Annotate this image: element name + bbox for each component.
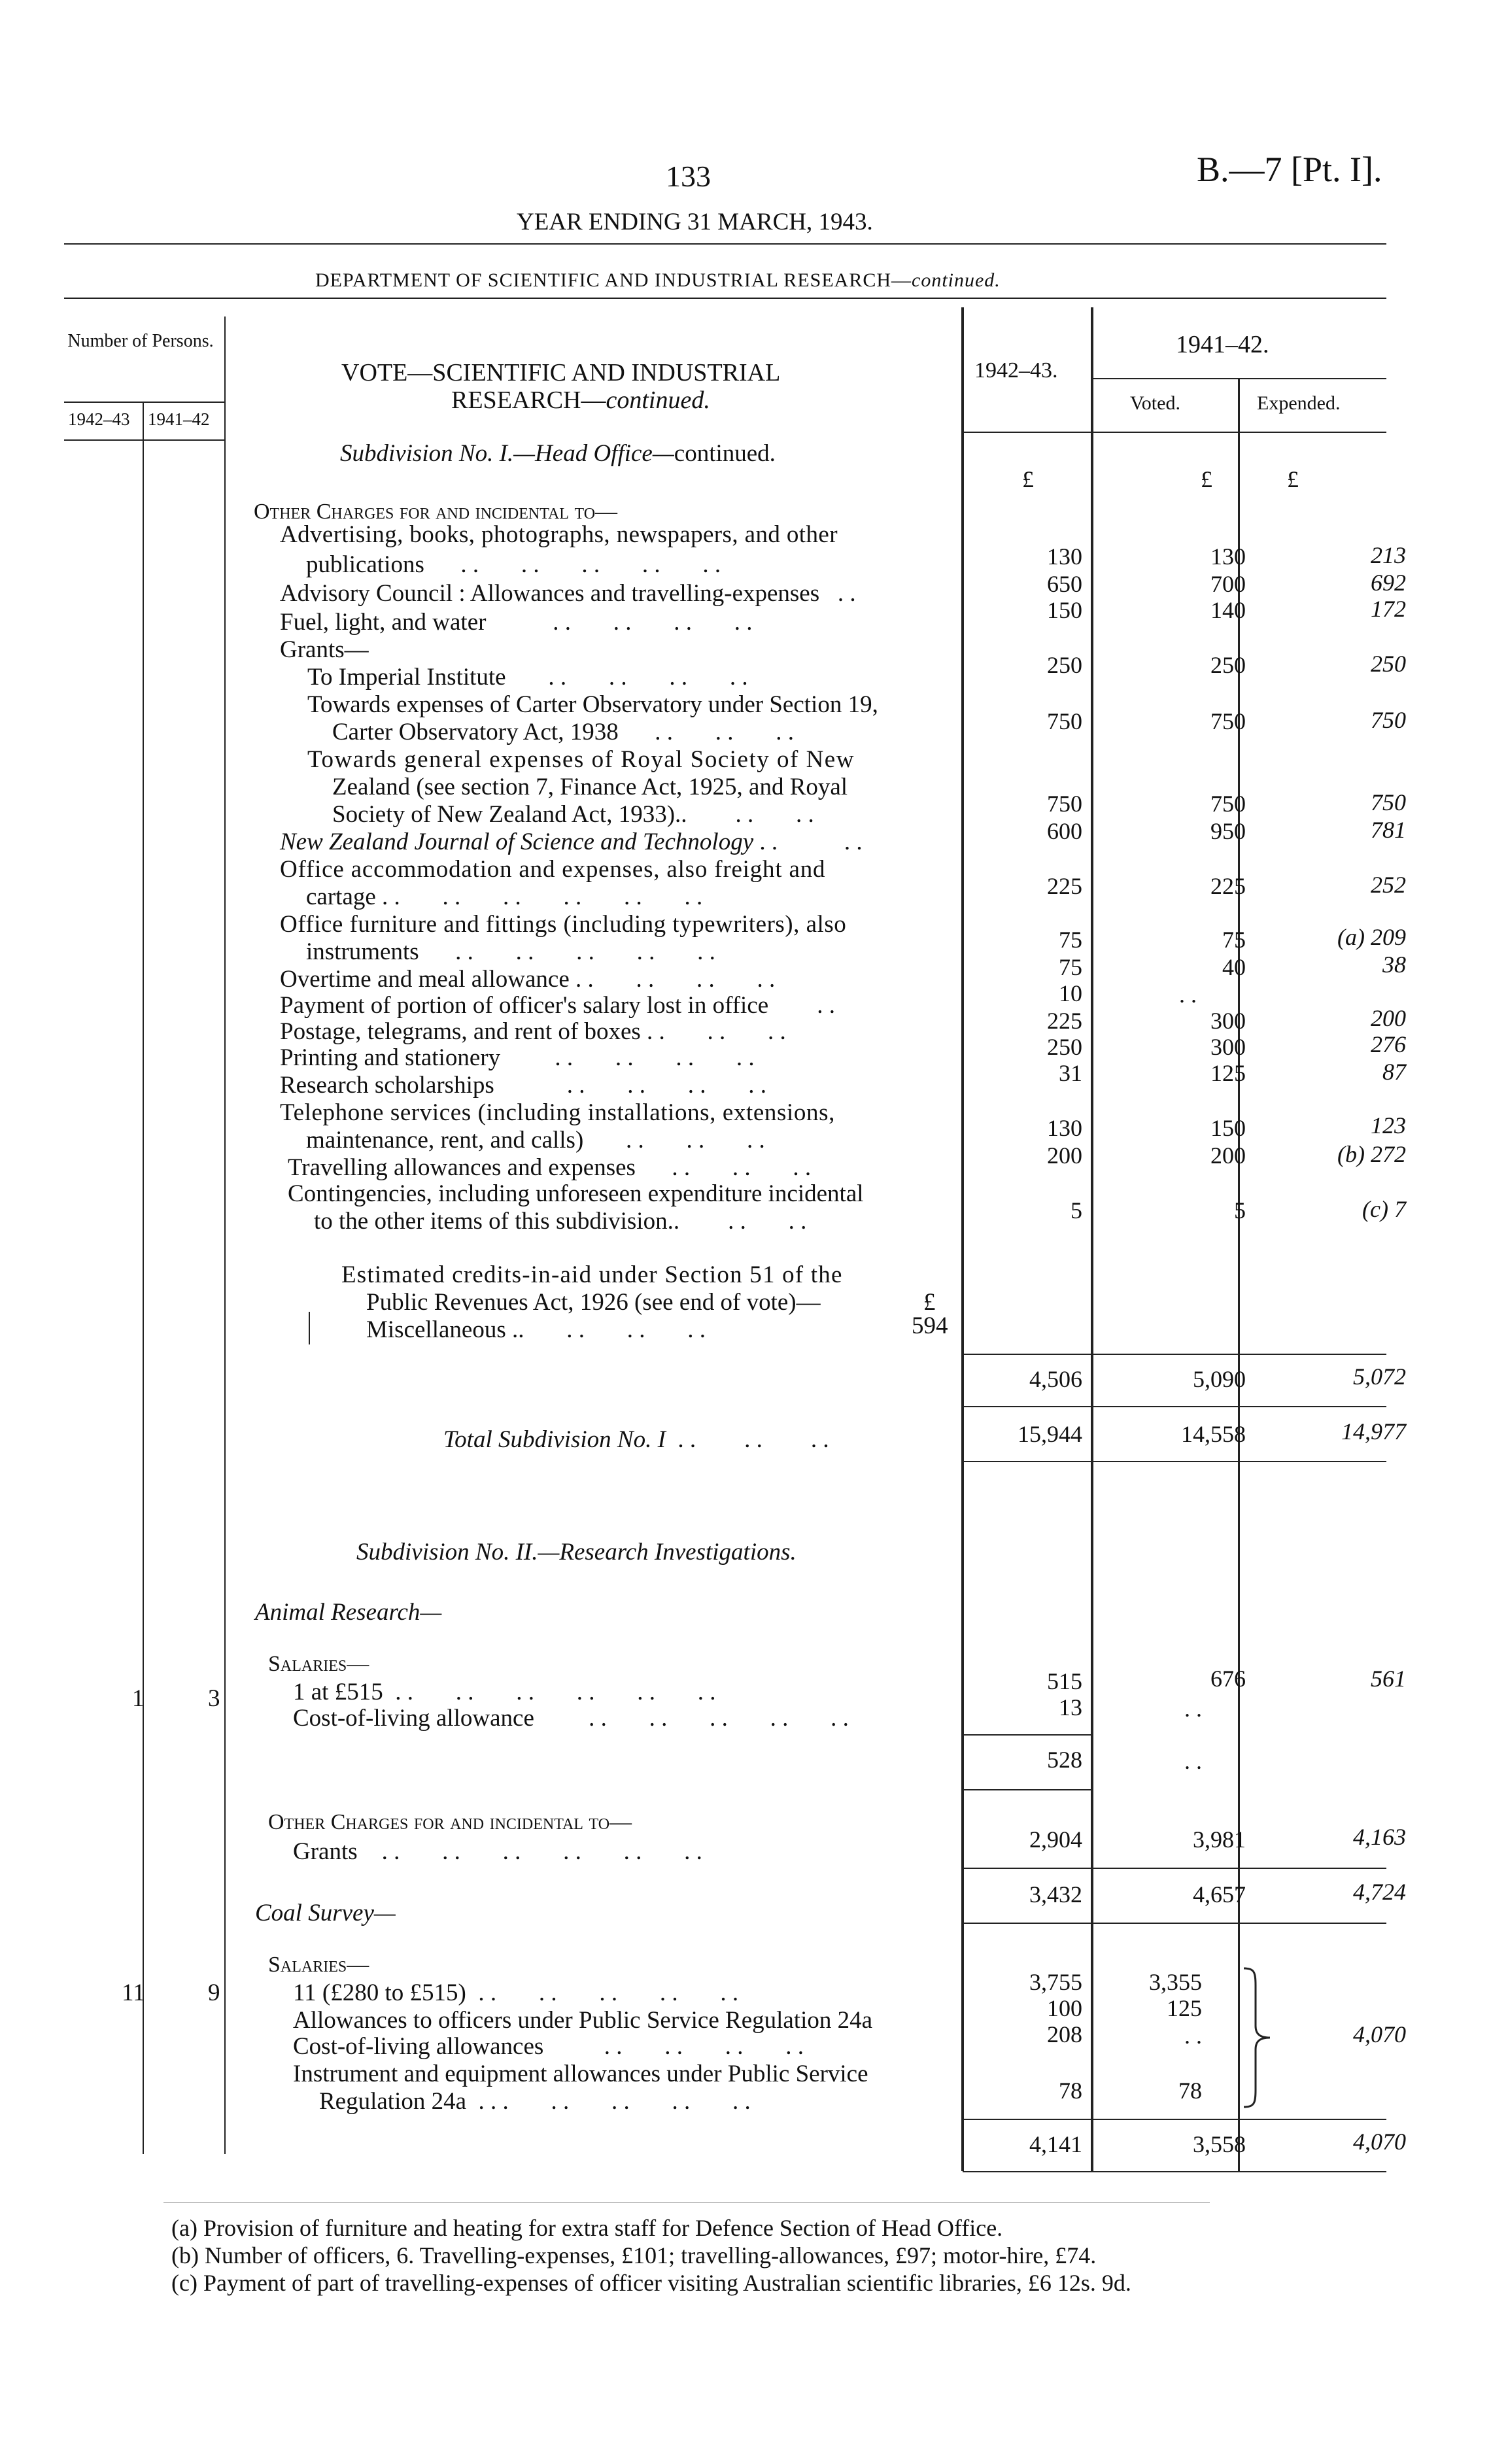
coal-row2-voted: 125: [1167, 1995, 1202, 2021]
row-postage-expended: 200: [1371, 1005, 1406, 1031]
coal-row4-voted: 78: [1178, 2078, 1202, 2104]
credits-pound: £: [923, 1289, 936, 1316]
animal-grants-expended: 4,163: [1353, 1824, 1406, 1850]
animal-persons-1942: 1: [132, 1685, 145, 1712]
sub1-total-label: Total Subdivision No. I . . . . . .: [443, 1426, 829, 1453]
row-journal-voted: 950: [1210, 818, 1246, 844]
row-postage-voted: 300: [1210, 1008, 1246, 1034]
coal-row4-l1: Instrument and equipment allowances under Public Service: [293, 2061, 868, 2087]
animal-other-charges: Other Charges for and incidental to—: [268, 1810, 632, 1834]
department-title: DEPARTMENT OF SCIENTIFIC AND INDUSTRIAL RESEARCH—: [315, 269, 912, 291]
persons-right-rule: [224, 317, 226, 2154]
row-furniture-voted: 75: [1222, 927, 1246, 953]
row-advisory-voted: 700: [1210, 571, 1246, 597]
pound-sign-1: £: [1022, 466, 1034, 492]
row-fuel-voted: 140: [1210, 597, 1246, 623]
row-telephone-l2: maintenance, rent, and calls) . . . . . .: [306, 1127, 765, 1154]
row-scholarships-expended: 87: [1382, 1059, 1406, 1085]
row-telephone-expended: 123: [1371, 1112, 1406, 1138]
sub1-total-voted: 14,558: [1181, 1421, 1246, 1447]
sub1-total-expended: 14,977: [1341, 1418, 1406, 1445]
department-continued: continued.: [912, 269, 1001, 291]
row-salary-lost-l1: Payment of portion of officer's salary lost in office . .: [280, 992, 835, 1019]
row-furniture-1942: 75: [1059, 927, 1082, 953]
row-carter-expended: 750: [1371, 707, 1406, 733]
row-advisory-1942: 650: [1047, 571, 1082, 597]
row-fuel-l1: Fuel, light, and water . . . . . . . .: [280, 609, 753, 636]
money-head-rule: [963, 432, 1386, 433]
animal-total-1942: 3,432: [1029, 1881, 1082, 1908]
row-journal-l1: New Zealand Journal of Science and Technology . . . .: [280, 829, 863, 855]
sub1-subtotal-rule: [963, 1354, 1386, 1355]
row-overtime-l1: Overtime and meal allowance . . . . . . . .: [280, 966, 776, 993]
page-reference: B.—7 [Pt. I].: [1197, 150, 1382, 189]
animal-salary-expended: 561: [1371, 1666, 1406, 1692]
sub1-heading-continued: continued.: [674, 440, 776, 467]
coal-total-rule: [963, 2119, 1386, 2120]
row-imperial-expended: 250: [1371, 651, 1406, 677]
persons-title: Number of Persons.: [67, 331, 214, 351]
sub1-subtotal-expended: 5,072: [1353, 1363, 1406, 1390]
row-scholarships-voted: 125: [1210, 1060, 1246, 1086]
animal-col-voted: . .: [1184, 1696, 1202, 1722]
page-number: 133: [666, 160, 711, 193]
animal-salary-1942: 515: [1047, 1668, 1082, 1694]
coal-row2-1942: 100: [1047, 1995, 1082, 2021]
row-carter-l1: Towards expenses of Carter Observatory under Section 19,: [307, 691, 878, 718]
row-contingencies-expended: (c) 7: [1362, 1196, 1406, 1222]
sub2-heading: Subdivision No. II.—Research Investigations.: [356, 1539, 797, 1566]
row-office-accommodation-l2: cartage . . . . . . . . . . . .: [306, 883, 703, 910]
row-contingencies-voted: 5: [1234, 1197, 1246, 1223]
animal-total-voted: 4,657: [1193, 1881, 1246, 1908]
animal-col-1942: 13: [1059, 1694, 1082, 1720]
sub1-subtotal-voted: 5,090: [1193, 1366, 1246, 1392]
row-scholarships-l1: Research scholarships . . . . . . . .: [280, 1072, 767, 1099]
row-furniture-l1: Office furniture and fittings (including typewriters), also: [280, 911, 847, 938]
animal-grants-1942: 2,904: [1029, 1826, 1082, 1853]
coal-row1-1942: 3,755: [1029, 1969, 1082, 1995]
coal-survey-heading: Coal Survey—: [255, 1900, 396, 1926]
money-left-rule: [961, 307, 964, 2171]
year-line: YEAR ENDING 31 MARCH, 1943.: [517, 209, 873, 235]
animal-sal-rule: [963, 1734, 1093, 1736]
vote-title-continued: continued.: [606, 386, 710, 414]
row-royal-l3: Society of New Zealand Act, 1933).. . . . .: [332, 801, 814, 828]
credits-l3: Miscellaneous .. . . . . . .: [366, 1316, 706, 1343]
row-imperial-l1: To Imperial Institute . . . . . . . .: [307, 664, 748, 691]
footnote-a: (a) Provision of furniture and heating for extra staff for Defence Section of Head Office.: [171, 2215, 1003, 2241]
pound-sign-2: £: [1201, 466, 1212, 492]
row-grants-heading: Grants—: [280, 636, 369, 663]
row-imperial-1942: 250: [1047, 652, 1082, 678]
credits-value: 594: [912, 1312, 948, 1339]
coal-persons-1941: 9: [208, 1979, 220, 2006]
coal-total-voted: 3,558: [1193, 2131, 1246, 2157]
coal-row1-voted: 3,355: [1149, 1969, 1202, 1995]
row-scholarships-1942: 31: [1059, 1060, 1082, 1086]
animal-grants-voted: 3,981: [1193, 1826, 1246, 1853]
row-office-accommodation-l1: Office accommodation and expenses, also freight and: [280, 856, 826, 883]
row-royal-1942: 750: [1047, 791, 1082, 817]
row-advertising-l1: Advertising, books, photographs, newspapers, and other: [280, 521, 838, 548]
row-advertising-voted: 130: [1210, 543, 1246, 570]
sub1-total-bottom-rule: [963, 1461, 1386, 1462]
animal-research-heading: Animal Research—: [255, 1599, 442, 1626]
row-fuel-expended: 172: [1371, 596, 1406, 622]
vote-title-line-2: [451, 386, 710, 415]
row-printing-l1: Printing and stationery . . . . . . . .: [280, 1044, 755, 1071]
col-1942-head: 1942–43.: [974, 358, 1058, 383]
other-charges-heading: Other Charges for and incidental to—: [254, 500, 618, 524]
row-travelling-l1: Travelling allowances and expenses . . . . . .: [288, 1154, 812, 1181]
row-advertising-l2: publications . . . . . . . . . .: [306, 551, 721, 578]
col-1941-head: 1941–42.: [1176, 331, 1269, 358]
animal-sal-subtotal-rule: [963, 1789, 1093, 1790]
animal-persons-1941: 3: [208, 1685, 220, 1712]
row-advertising-1942: 130: [1047, 543, 1082, 570]
col-expended-head: Expended.: [1257, 392, 1341, 414]
credits-l2: Public Revenues Act, 1926 (see end of vote)—: [366, 1289, 821, 1316]
row-overtime-expended: 38: [1382, 951, 1406, 978]
vote-title-2: RESEARCH—: [451, 386, 606, 414]
sub1-heading: [340, 439, 776, 468]
coal-row3-1942: 208: [1047, 2021, 1082, 2047]
row-office-accommodation-1942: 225: [1047, 873, 1082, 899]
row-salary-lost-1942: 10: [1059, 980, 1082, 1006]
row-fuel-1942: 150: [1047, 597, 1082, 623]
row-office-accommodation-voted: 225: [1210, 873, 1246, 899]
row-royal-l1: Towards general expenses of Royal Society of New: [307, 746, 855, 773]
credits-bracket-rule: [309, 1312, 310, 1344]
vote-title-line-1: VOTE—SCIENTIFIC AND INDUSTRIAL: [341, 359, 781, 386]
row-printing-voted: 300: [1210, 1034, 1246, 1060]
animal-col-l1: Cost-of-living allowance . . . . . . . . . .: [293, 1705, 849, 1732]
pound-sign-3: £: [1287, 466, 1299, 492]
row-travelling-expended: (b) 272: [1337, 1141, 1406, 1167]
row-telephone-voted: 150: [1210, 1115, 1246, 1141]
row-overtime-voted: 40: [1222, 954, 1246, 980]
row-contingencies-1942: 5: [1071, 1197, 1082, 1223]
persons-left-rule: [143, 402, 144, 2154]
coal-bracket-expended: 4,070: [1353, 2021, 1406, 2047]
row-contingencies-l1: Contingencies, including unforeseen expenditure incidental: [288, 1180, 864, 1207]
animal-sal-subtotal-1942: 528: [1047, 1747, 1082, 1773]
row-salary-lost-voted: . .: [1179, 982, 1197, 1008]
row-office-accommodation-expended: 252: [1371, 872, 1406, 898]
row-royal-expended: 750: [1371, 789, 1406, 815]
row-advertising-expended: 213: [1371, 542, 1406, 568]
row-carter-1942: 750: [1047, 708, 1082, 734]
coal-row1-l1: 11 (£280 to £515) . . . . . . . . . .: [293, 1979, 739, 2006]
credits-l1: Estimated credits-in-aid under Section 51 of the: [341, 1261, 843, 1288]
coal-row3-voted: . .: [1184, 2023, 1202, 2049]
coal-row4-l2: Regulation 24a . . . . . . . . . . .: [319, 2088, 751, 2115]
row-telephone-l1: Telephone services (including installations, extensions,: [280, 1099, 835, 1126]
department-line: [315, 269, 1001, 292]
animal-salary-l1: 1 at £515 . . . . . . . . . . . .: [293, 1679, 716, 1705]
animal-total-rule: [963, 1868, 1386, 1869]
row-carter-voted: 750: [1210, 708, 1246, 734]
sub1-total-1942: 15,944: [1018, 1421, 1082, 1447]
sub1-subtotal-1942: 4,506: [1029, 1366, 1082, 1392]
row-overtime-1942: 75: [1059, 954, 1082, 980]
row-furniture-l2: instruments . . . . . . . . . .: [306, 938, 715, 965]
money-mid-rule: [1091, 307, 1093, 2171]
row-furniture-expended: (a) 209: [1337, 924, 1406, 950]
coal-row3-l1: Cost-of-living allowances . . . . . . . .: [293, 2033, 804, 2060]
persons-col2-head: 1941–42: [148, 409, 210, 429]
row-advisory-l1: Advisory Council : Allowances and travelling-expenses . .: [280, 580, 856, 607]
animal-grants-l1: Grants . . . . . . . . . . . .: [293, 1838, 702, 1865]
coal-total-expended: 4,070: [1353, 2129, 1406, 2155]
persons-col1-head: 1942–43: [68, 409, 130, 429]
animal-sal-subtotal-voted: . .: [1184, 1748, 1202, 1774]
header-rule-2: [64, 298, 1386, 299]
row-travelling-1942: 200: [1047, 1142, 1082, 1169]
row-advisory-expended: 692: [1371, 570, 1406, 596]
row-printing-expended: 276: [1371, 1031, 1406, 1057]
row-travelling-voted: 200: [1210, 1142, 1246, 1169]
coal-total-1942: 4,141: [1029, 2131, 1082, 2157]
footnote-c: (c) Payment of part of travelling-expenses of officer visiting Australian scientific libraries, £6 12s. 9d.: [171, 2270, 1131, 2296]
sub1-heading-text: Subdivision No. I.—Head Office—: [340, 440, 674, 467]
row-royal-l2: Zealand (see section 7, Finance Act, 1925, and Royal: [332, 774, 848, 800]
row-postage-l1: Postage, telegrams, and rent of boxes . . . . . .: [280, 1018, 786, 1045]
footnote-rule: [163, 2202, 1210, 2203]
row-telephone-1942: 130: [1047, 1115, 1082, 1141]
row-printing-1942: 250: [1047, 1034, 1082, 1060]
row-journal-1942: 600: [1047, 818, 1082, 844]
header-rule-1: [64, 243, 1386, 245]
coal-salaries-heading: Salaries—: [268, 1953, 369, 1977]
coal-row4-1942: 78: [1059, 2078, 1082, 2104]
row-carter-l2: Carter Observatory Act, 1938 . . . . . .: [332, 719, 794, 745]
persons-head-rule: [64, 402, 224, 403]
row-journal-expended: 781: [1371, 817, 1406, 843]
animal-salaries-heading: Salaries—: [268, 1652, 369, 1676]
coal-total-bottom-rule: [963, 2171, 1386, 2172]
col-voted-head: Voted.: [1130, 392, 1180, 414]
animal-salary-voted: 676: [1210, 1666, 1246, 1692]
sub1-total-rule: [963, 1406, 1386, 1407]
row-contingencies-l2: to the other items of this subdivision.. . . . .: [314, 1208, 807, 1235]
row-imperial-voted: 250: [1210, 652, 1246, 678]
animal-total-bottom-rule: [963, 1923, 1386, 1924]
animal-total-expended: 4,724: [1353, 1879, 1406, 1905]
coal-persons-1942: 11: [122, 1979, 145, 2006]
row-royal-voted: 750: [1210, 791, 1246, 817]
coal-row2-l1: Allowances to officers under Public Service Regulation 24a: [293, 2007, 873, 2034]
row-postage-1942: 225: [1047, 1008, 1082, 1034]
persons-head-rule-2: [64, 439, 224, 441]
footnote-b: (b) Number of officers, 6. Travelling-expenses, £101; travelling-allowances, £97; motor-hire, £74.: [171, 2242, 1097, 2268]
